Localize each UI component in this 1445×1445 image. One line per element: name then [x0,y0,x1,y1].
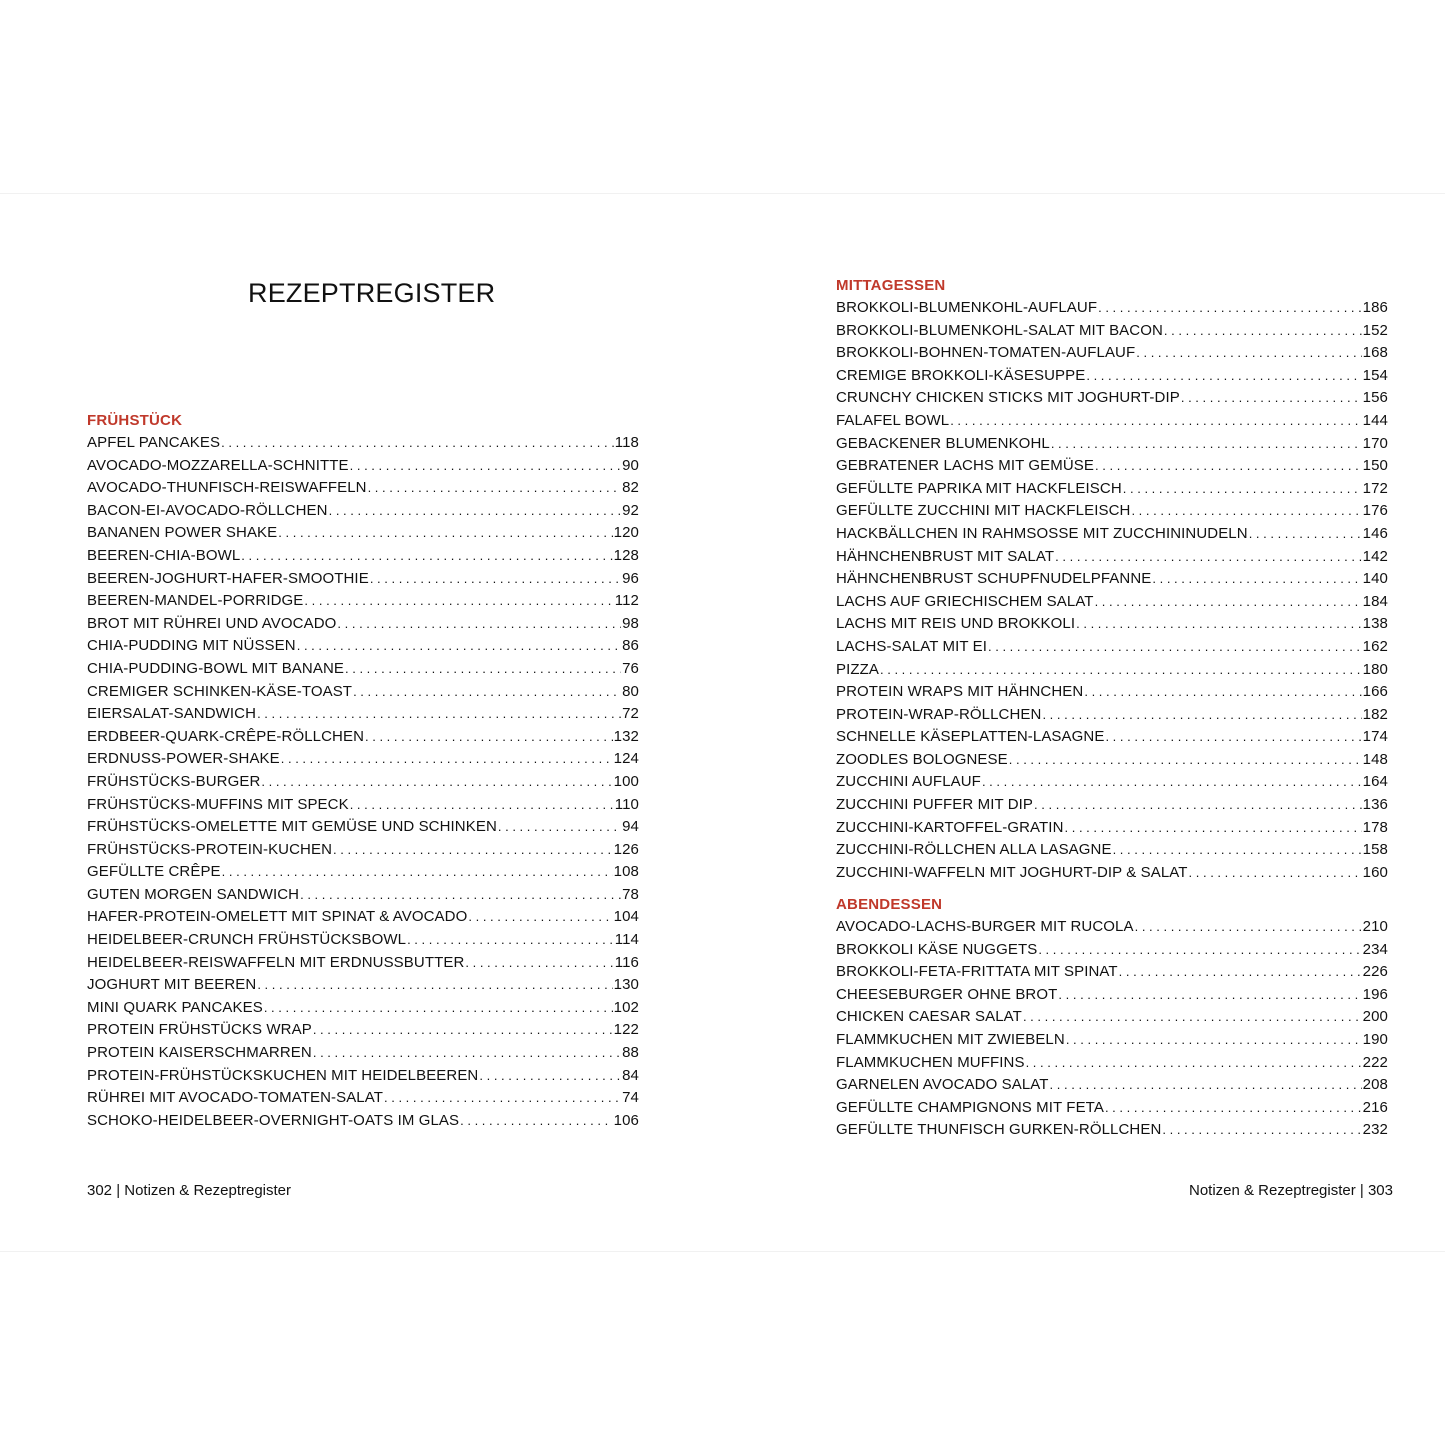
recipe-name: HACKBÄLLCHEN IN RAHMSOSSE MIT ZUCCHININUDELN [836,524,1248,542]
page-number: 86 [622,637,639,655]
index-entry [87,658,639,681]
page-number: 74 [622,1089,639,1107]
index-entry [836,455,1388,478]
index-entry [836,500,1388,523]
dot-leader [1055,546,1362,569]
index-entry [87,568,639,591]
dot-leader [1131,500,1361,523]
recipe-name: PIZZA [836,660,880,678]
recipe-name: GEBACKENER BLUMENKOHL [836,434,1050,452]
page-number: 102 [613,998,639,1016]
page-top-edge [0,193,1445,194]
recipe-name: CREMIGE BROKKOLI-KÄSESUPPE [836,366,1086,384]
recipe-name: RÜHREI MIT AVOCADO-TOMATEN-SALAT [87,1089,384,1107]
index-entry [87,455,639,478]
recipe-name: BEEREN-CHIA-BOWL [87,546,241,564]
index-entry [836,636,1388,659]
index-entry [87,929,639,952]
recipe-name: AVOCADO-LACHS-BURGER MIT RUCOLA [836,918,1134,935]
page-number: 118 [614,434,639,451]
dot-leader [1181,387,1362,410]
index-entry [836,568,1388,591]
dot-leader [1152,568,1361,591]
entry-list [836,916,1388,1142]
page-title: REZEPTREGISTER [248,278,496,308]
page-number: 140 [1362,570,1388,588]
dot-leader [257,703,621,726]
page-number: 186 [1362,299,1388,316]
recipe-name: AVOCADO-THUNFISCH-REISWAFFELN [87,479,367,497]
index-entry [836,916,1388,939]
index-entry [836,726,1388,749]
page-number: 168 [1362,344,1388,362]
recipe-name: GUTEN MORGEN SANDWICH [87,885,300,903]
dot-leader [1076,613,1362,636]
recipe-name: BROKKOLI KÄSE NUGGETS [836,940,1038,958]
footer-left: 302 | Notizen & Rezeptregister [87,1182,292,1199]
dot-leader [261,771,612,794]
dot-leader [988,636,1362,659]
page-number: 164 [1362,773,1388,791]
recipe-name: PROTEIN WRAPS MIT HÄHNCHEN [836,683,1084,701]
index-entry [87,500,639,523]
dot-leader [982,771,1362,794]
index-entry [836,342,1388,365]
recipe-name: FRÜHSTÜCKS-BURGER [87,772,261,790]
dot-leader [1123,478,1362,501]
page-number: 98 [622,614,639,632]
page-number: 172 [1362,479,1388,497]
dot-leader [1034,794,1362,817]
dot-leader [1189,862,1362,885]
dot-leader [350,455,621,478]
index-entry [87,997,639,1020]
recipe-name: BACON-EI-AVOCADO-RÖLLCHEN [87,501,328,519]
dot-leader [221,432,614,455]
index-entry [87,432,639,455]
index-entry [836,839,1388,862]
page-number: 152 [1362,321,1388,339]
index-entry [87,748,639,771]
index-entry [836,410,1388,433]
page-number: 128 [613,546,639,564]
index-entry [87,681,639,704]
section-heading: ABENDESSEN [836,896,943,913]
index-entry [836,862,1388,885]
page-number: 150 [1362,457,1388,475]
index-entry [87,613,639,636]
recipe-name: BEEREN-JOGHURT-HAFER-SMOOTHIE [87,569,369,587]
page-number: 120 [613,524,639,542]
page-number: 162 [1362,637,1388,655]
recipe-name: BROKKOLI-BLUMENKOHL-AUFLAUF [836,299,1098,316]
dot-leader [1023,1006,1362,1029]
dot-leader [1098,297,1362,320]
dot-leader [1026,1052,1362,1075]
page-number: 116 [614,953,639,971]
page-number: 144 [1362,411,1388,429]
dot-leader [365,726,613,749]
page-number: 154 [1362,366,1388,384]
dot-leader [1164,320,1362,343]
index-entry [87,861,639,884]
recipe-name: FLAMMKUCHEN MIT ZWIEBELN [836,1030,1065,1048]
index-entry [836,591,1388,614]
section-abendessen [836,893,1388,1142]
page-number: 106 [613,1111,639,1129]
recipe-name: CREMIGER SCHINKEN-KÄSE-TOAST [87,682,353,700]
dot-leader [1113,839,1362,862]
recipe-name: BROT MIT RÜHREI UND AVOCADO [87,614,337,632]
index-entry [836,387,1388,410]
recipe-name: FRÜHSTÜCKS-MUFFINS MIT SPECK [87,795,349,813]
recipe-name: GEBRATENER LACHS MIT GEMÜSE [836,457,1095,475]
page-number: 178 [1362,818,1388,836]
recipe-name: MINI QUARK PANCAKES [87,998,263,1016]
recipe-name: PROTEIN-FRÜHSTÜCKSKUCHEN MIT HEIDELBEEREN [87,1066,479,1084]
footer-right: Notizen & Rezeptregister | 303 [1188,1182,1393,1199]
recipe-name: ERDBEER-QUARK-CRÊPE-RÖLLCHEN [87,727,365,745]
dot-leader [1084,681,1361,704]
recipe-name: HÄHNCHENBRUST SCHUPFNUDELPFANNE [836,570,1152,588]
page-number: 222 [1362,1053,1388,1071]
dot-leader [479,1065,621,1088]
recipe-name: GEFÜLLTE PAPRIKA MIT HACKFLEISCH [836,479,1122,497]
page-number: 112 [614,592,639,610]
recipe-name: PROTEIN KAISERSCHMARREN [87,1044,312,1062]
section-mittagessen [836,274,1388,884]
recipe-name: BROKKOLI-BLUMENKOHL-SALAT MIT BACON [836,321,1163,339]
page-number: 158 [1362,841,1388,859]
page-number: 170 [1362,434,1388,452]
index-entry [836,365,1388,388]
recipe-name: HEIDELBEER-CRUNCH FRÜHSTÜCKSBOWL [87,931,407,949]
index-entry [836,320,1388,343]
page-number: 200 [1362,1008,1388,1026]
index-entry [836,771,1388,794]
recipe-name: FLAMMKUCHEN MUFFINS [836,1053,1025,1071]
recipe-name: LACHS MIT REIS UND BROKKOLI [836,615,1076,633]
recipe-name: GEFÜLLTE THUNFISCH GURKEN-RÖLLCHEN [836,1121,1162,1139]
page-number: 138 [1362,615,1388,633]
index-entry [87,816,639,839]
recipe-name: ZUCCHINI-RÖLLCHEN ALLA LASAGNE [836,841,1112,859]
recipe-name: BEEREN-MANDEL-PORRIDGE [87,592,304,610]
recipe-name: CHIA-PUDDING-BOWL MIT BANANE [87,659,344,677]
dot-leader [880,659,1362,682]
section-fruehstueck [87,409,639,1132]
dot-leader [1086,365,1361,388]
recipe-name: ZUCCHINI AUFLAUF [836,773,981,791]
index-entry [836,961,1388,984]
dot-leader [1051,433,1362,456]
index-entry [87,771,639,794]
dot-leader [1050,1074,1362,1097]
dot-leader [329,500,622,523]
index-entry [836,1074,1388,1097]
recipe-name: BROKKOLI-FETA-FRITTATA MIT SPINAT [836,963,1118,981]
dot-leader [950,410,1361,433]
page-number: 182 [1362,705,1388,723]
dot-leader [313,1042,621,1065]
dot-leader [370,568,621,591]
dot-leader [465,952,613,975]
page-number: 232 [1362,1121,1388,1139]
page-number: 96 [622,569,639,587]
dot-leader [1119,961,1362,984]
entry-list [87,432,639,1132]
index-entry [87,1065,639,1088]
recipe-name: APFEL PANCAKES [87,434,221,451]
dot-leader [1009,749,1362,772]
index-entry [836,478,1388,501]
page-number: 176 [1362,502,1388,520]
dot-leader [222,861,613,884]
dot-leader [468,906,612,929]
index-entry [836,1029,1388,1052]
page-number: 130 [613,976,639,994]
dot-leader [1058,984,1361,1007]
dot-leader [1038,939,1361,962]
page-number: 122 [613,1021,639,1039]
recipe-name: SCHNELLE KÄSEPLATTEN-LASAGNE [836,728,1105,746]
index-entry [87,1019,639,1042]
dot-leader [264,997,613,1020]
page-number: 92 [622,501,639,519]
index-entry [87,884,639,907]
index-entry [87,839,639,862]
page-number: 166 [1362,683,1388,701]
dot-leader [350,794,614,817]
recipe-name: EIERSALAT-SANDWICH [87,705,257,723]
page-number: 76 [622,659,639,677]
dot-leader [278,522,612,545]
page-number: 72 [622,705,639,723]
index-entry [87,545,639,568]
page-number: 78 [622,885,639,903]
recipe-name: JOGHURT MIT BEEREN [87,976,257,994]
recipe-name: ZUCCHINI PUFFER MIT DIP [836,796,1034,814]
dot-leader [1105,726,1361,749]
index-entry [87,522,639,545]
page-number: 226 [1362,963,1388,981]
dot-leader [1042,704,1361,727]
page-number: 84 [622,1066,639,1084]
index-entry [836,1006,1388,1029]
index-entry [87,477,639,500]
recipe-name: GARNELEN AVOCADO SALAT [836,1076,1049,1094]
dot-leader [1095,591,1362,614]
dot-leader [1162,1119,1361,1142]
index-entry [87,1087,639,1110]
dot-leader [1136,342,1361,365]
dot-leader [313,1019,613,1042]
index-entry [87,1042,639,1065]
index-entry [87,794,639,817]
page-number: 148 [1362,750,1388,768]
index-entry [836,433,1388,456]
page-number: 90 [622,456,639,474]
dot-leader [281,748,613,771]
recipe-name: ZUCCHINI-WAFFELN MIT JOGHURT-DIP & SALAT [836,863,1188,881]
page-number: 88 [622,1044,639,1062]
page-number: 108 [613,863,639,881]
page-number: 156 [1362,389,1388,407]
recipe-name: ZOODLES BOLOGNESE [836,750,1008,768]
dot-leader [368,477,622,500]
index-entry [836,817,1388,840]
page-number: 142 [1362,547,1388,565]
page-number: 110 [614,795,639,813]
recipe-name: LACHS AUF GRIECHISCHEM SALAT [836,592,1094,610]
dot-leader [1065,817,1362,840]
index-entry [836,613,1388,636]
recipe-name: FRÜHSTÜCKS-PROTEIN-KUCHEN [87,840,333,858]
page-bottom-edge [0,1251,1445,1252]
index-entry [836,681,1388,704]
dot-leader [337,613,621,636]
index-entry [836,749,1388,772]
dot-leader [300,884,621,907]
index-entry [87,1110,639,1133]
index-entry [836,794,1388,817]
dot-leader [345,658,621,681]
dot-leader [1105,1097,1362,1120]
recipe-name: GEFÜLLTE CHAMPIGNONS MIT FETA [836,1098,1104,1116]
recipe-name: HÄHNCHENBRUST MIT SALAT [836,547,1055,565]
recipe-name: SCHOKO-HEIDELBEER-OVERNIGHT-OATS IM GLAS [87,1111,460,1129]
entry-list [836,297,1388,884]
page-number: 210 [1362,918,1388,935]
recipe-name: CHEESEBURGER OHNE BROT [836,985,1058,1003]
index-entry [836,704,1388,727]
recipe-name: GEFÜLLTE CRÊPE [87,863,221,881]
recipe-name: GEFÜLLTE ZUCCHINI MIT HACKFLEISCH [836,502,1131,520]
page-number: 94 [622,818,639,836]
page-number: 126 [613,840,639,858]
recipe-name: HAFER-PROTEIN-OMELETT MIT SPINAT & AVOCADO [87,908,468,926]
page-number: 190 [1362,1030,1388,1048]
recipe-name: LACHS-SALAT MIT EI [836,637,988,655]
page-number: 132 [613,727,639,745]
page-number: 100 [613,772,639,790]
page-number: 104 [613,908,639,926]
index-entry [836,546,1388,569]
recipe-name: ERDNUSS-POWER-SHAKE [87,750,280,768]
recipe-name: FALAFEL BOWL [836,411,950,429]
index-entry [836,1052,1388,1075]
index-entry [87,726,639,749]
dot-leader [1135,916,1362,939]
index-entry [87,974,639,997]
dot-leader [353,681,621,704]
dot-leader [1095,455,1362,478]
index-entry [836,523,1388,546]
recipe-name: PROTEIN FRÜHSTÜCKS WRAP [87,1021,312,1039]
index-entry [87,952,639,975]
dot-leader [257,974,612,997]
index-entry [87,906,639,929]
section-heading: MITTAGESSEN [836,277,946,294]
index-entry [87,635,639,658]
recipe-name: CRUNCHY CHICKEN STICKS MIT JOGHURT-DIP [836,389,1180,407]
page-number: 124 [613,750,639,768]
recipe-name: AVOCADO-MOZZARELLA-SCHNITTE [87,456,349,474]
page-number: 208 [1362,1076,1388,1094]
dot-leader [407,929,614,952]
index-entry [836,659,1388,682]
page-number: 216 [1362,1098,1388,1116]
recipe-name: FRÜHSTÜCKS-OMELETTE MIT GEMÜSE UND SCHINKEN [87,818,497,836]
index-entry [836,1097,1388,1120]
page-number: 146 [1362,524,1388,542]
recipe-name: CHICKEN CAESAR SALAT [836,1008,1022,1026]
page-number: 136 [1362,796,1388,814]
dot-leader [1066,1029,1362,1052]
page-number: 196 [1362,985,1388,1003]
section-heading: FRÜHSTÜCK [87,412,183,429]
dot-leader [304,590,613,613]
page-number: 184 [1362,592,1388,610]
dot-leader [384,1087,621,1110]
index-entry [836,984,1388,1007]
page-number: 114 [614,931,639,949]
index-entry [836,297,1388,320]
dot-leader [297,635,621,658]
recipe-name: ZUCCHINI-KARTOFFEL-GRATIN [836,818,1064,836]
dot-leader [1249,523,1362,546]
recipe-name: PROTEIN-WRAP-RÖLLCHEN [836,705,1042,723]
dot-leader [460,1110,613,1133]
index-entry [836,1119,1388,1142]
index-entry [87,590,639,613]
page-number: 80 [622,682,639,700]
dot-leader [241,545,612,568]
index-entry [87,703,639,726]
page-number: 174 [1362,728,1388,746]
dot-leader [333,839,613,862]
page-number: 234 [1362,940,1388,958]
recipe-name: HEIDELBEER-REISWAFFELN MIT ERDNUSSBUTTER [87,953,465,971]
page-number: 180 [1362,660,1388,678]
page-number: 160 [1362,863,1388,881]
recipe-name: BROKKOLI-BOHNEN-TOMATEN-AUFLAUF [836,344,1136,362]
index-entry [836,939,1388,962]
dot-leader [498,816,621,839]
recipe-name: CHIA-PUDDING MIT NÜSSEN [87,637,296,655]
recipe-name: BANANEN POWER SHAKE [87,524,278,542]
page-number: 82 [622,479,639,497]
